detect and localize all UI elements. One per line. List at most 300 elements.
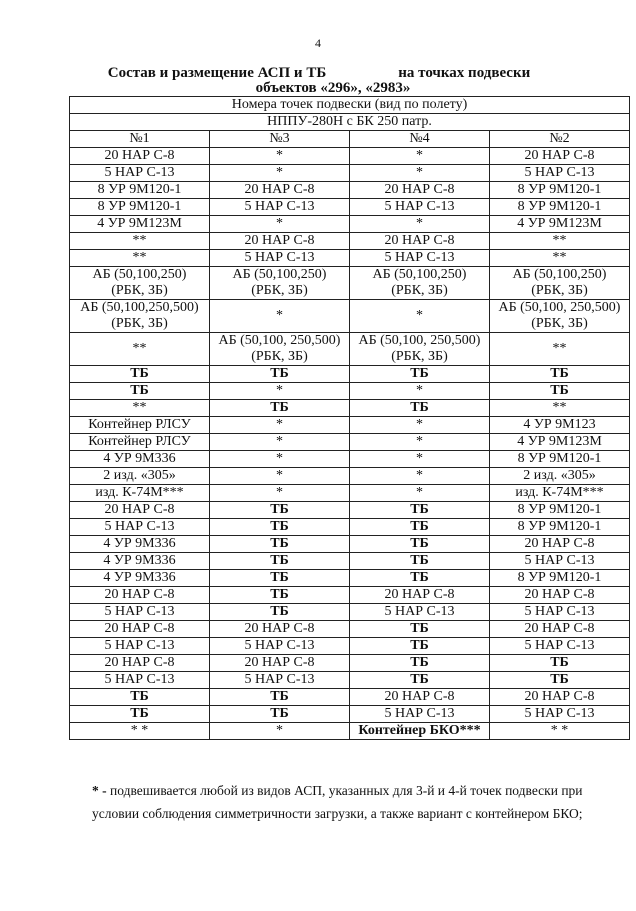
cell-line: 8 УР 9М120-1 xyxy=(517,451,602,466)
table-cell xyxy=(350,417,490,434)
table-header-sub: НППУ-280Н с БК 250 патр. xyxy=(70,114,630,131)
table-cell xyxy=(490,165,630,182)
table-cell xyxy=(210,485,350,502)
cell-line: * xyxy=(416,148,423,163)
table-cell xyxy=(490,333,630,366)
cell-line: 20 НАР С-8 xyxy=(524,621,595,636)
cell-line: 20 НАР С-8 xyxy=(524,689,595,704)
table-row xyxy=(70,216,630,233)
table-cell xyxy=(70,451,210,468)
cell-line: ТБ xyxy=(270,502,289,517)
cell-line: 20 НАР С-8 xyxy=(104,621,175,636)
cell-line: ТБ xyxy=(270,689,289,704)
cell-line: (РБК, ЗБ) xyxy=(391,349,448,364)
cell-line: 20 НАР С-8 xyxy=(244,621,315,636)
cell-line: 20 НАР С-8 xyxy=(384,689,455,704)
cell-line: 5 НАР С-13 xyxy=(524,706,595,721)
cell-line: изд. К-74М*** xyxy=(515,485,604,500)
cell-line: 20 НАР С-8 xyxy=(244,655,315,670)
cell-line: 5 НАР С-13 xyxy=(384,199,455,214)
table-cell xyxy=(490,502,630,519)
cell-line: 8 УР 9М120-1 xyxy=(517,199,602,214)
table-header-main: Номера точек подвески (вид по полету) xyxy=(70,97,630,114)
table-row xyxy=(70,502,630,519)
table-cell xyxy=(70,267,210,300)
table-row xyxy=(70,366,630,383)
table-cell xyxy=(490,468,630,485)
cell-line: 5 НАР С-13 xyxy=(244,250,315,265)
column-header: №3 xyxy=(210,131,350,148)
cell-line: ТБ xyxy=(270,570,289,585)
table-body xyxy=(70,148,630,740)
cell-line: ** xyxy=(552,400,567,415)
cell-line: ТБ xyxy=(130,383,149,398)
cell-line: 8 УР 9М120-1 xyxy=(97,182,182,197)
cell-line: 8 УР 9М120-1 xyxy=(517,182,602,197)
table-row xyxy=(70,706,630,723)
table-cell xyxy=(350,655,490,672)
table-cell xyxy=(210,536,350,553)
cell-line: ** xyxy=(132,400,147,415)
cell-line: ТБ xyxy=(410,655,429,670)
table-cell xyxy=(350,689,490,706)
cell-line: ТБ xyxy=(270,604,289,619)
table-cell xyxy=(210,655,350,672)
cell-line: ТБ xyxy=(410,672,429,687)
table-cell xyxy=(210,621,350,638)
cell-line: 8 УР 9М120-1 xyxy=(517,519,602,534)
cell-line: 4 УР 9М336 xyxy=(103,451,176,466)
cell-line: ТБ xyxy=(130,366,149,381)
cell-line: 5 НАР С-13 xyxy=(384,250,455,265)
table-cell xyxy=(490,400,630,417)
table-cell xyxy=(350,333,490,366)
table-cell xyxy=(490,570,630,587)
table-cell xyxy=(210,502,350,519)
table-cell xyxy=(350,587,490,604)
table-cell xyxy=(70,689,210,706)
table-cell xyxy=(350,199,490,216)
cell-line: ТБ xyxy=(410,400,429,415)
cell-line: ТБ xyxy=(410,536,429,551)
cell-line: 20 НАР С-8 xyxy=(384,233,455,248)
cell-line: (РБК, ЗБ) xyxy=(531,283,588,298)
cell-line: * xyxy=(416,468,423,483)
table-cell xyxy=(350,502,490,519)
table-cell xyxy=(210,638,350,655)
table-cell xyxy=(490,434,630,451)
table-cell xyxy=(350,485,490,502)
cell-line: АБ (50,100,250) xyxy=(372,267,467,282)
table-cell xyxy=(490,621,630,638)
table-row xyxy=(70,723,630,740)
table-row xyxy=(70,400,630,417)
table-row xyxy=(70,199,630,216)
table-cell xyxy=(350,165,490,182)
cell-line: 20 НАР С-8 xyxy=(524,148,595,163)
table-cell xyxy=(490,689,630,706)
table-row xyxy=(70,672,630,689)
cell-line: 5 НАР С-13 xyxy=(104,638,175,653)
cell-line: 20 НАР С-8 xyxy=(524,536,595,551)
cell-line: ** xyxy=(132,250,147,265)
cell-line: ТБ xyxy=(410,621,429,636)
table-cell xyxy=(210,689,350,706)
table-cell xyxy=(490,366,630,383)
table-cell xyxy=(490,216,630,233)
table-cell xyxy=(70,417,210,434)
table-row xyxy=(70,621,630,638)
table-cell xyxy=(210,333,350,366)
cell-line: ТБ xyxy=(550,655,569,670)
column-header: №1 xyxy=(70,131,210,148)
table-cell xyxy=(210,570,350,587)
table-cell xyxy=(210,468,350,485)
table-cell xyxy=(490,723,630,740)
table-cell xyxy=(490,485,630,502)
cell-line: АБ (50,100, 250,500) xyxy=(358,333,481,348)
cell-line: (РБК, ЗБ) xyxy=(251,349,308,364)
table-cell xyxy=(210,383,350,400)
table-cell xyxy=(70,468,210,485)
table-cell xyxy=(70,400,210,417)
cell-line: (РБК, ЗБ) xyxy=(391,283,448,298)
table-cell xyxy=(350,250,490,267)
table-cell xyxy=(350,267,490,300)
cell-line: * xyxy=(276,148,283,163)
table-row xyxy=(70,148,630,165)
cell-line: (РБК, ЗБ) xyxy=(251,283,308,298)
cell-line: 5 НАР С-13 xyxy=(384,706,455,721)
table-row xyxy=(70,468,630,485)
cell-line: АБ (50,100, 250,500) xyxy=(218,333,341,348)
table-cell xyxy=(490,300,630,333)
cell-line: 20 НАР С-8 xyxy=(524,587,595,602)
table-cell xyxy=(350,148,490,165)
cell-line: * xyxy=(276,165,283,180)
cell-line: ** xyxy=(132,341,147,356)
cell-line: ТБ xyxy=(410,553,429,568)
cell-line: 2 изд. «305» xyxy=(103,468,176,483)
cell-line: 5 НАР С-13 xyxy=(524,553,595,568)
table-cell xyxy=(70,300,210,333)
cell-line: 5 НАР С-13 xyxy=(244,638,315,653)
table-row xyxy=(70,300,630,333)
table-subheader-row xyxy=(70,114,630,131)
table-cell xyxy=(210,233,350,250)
table-cell xyxy=(210,434,350,451)
cell-line: ** xyxy=(552,341,567,356)
table-cell xyxy=(210,400,350,417)
cell-line: 4 УР 9М123М xyxy=(517,216,602,231)
table-row xyxy=(70,451,630,468)
table-row xyxy=(70,570,630,587)
table-cell xyxy=(490,383,630,400)
footnote xyxy=(92,779,612,825)
cell-line: 20 НАР С-8 xyxy=(384,182,455,197)
table-cell xyxy=(70,366,210,383)
table-row xyxy=(70,333,630,366)
table-row xyxy=(70,587,630,604)
table-cell xyxy=(350,519,490,536)
cell-line: ТБ xyxy=(270,587,289,602)
table-cell xyxy=(70,655,210,672)
table-row xyxy=(70,519,630,536)
cell-line: * xyxy=(276,451,283,466)
table-row xyxy=(70,165,630,182)
table-cell xyxy=(350,383,490,400)
column-header: №2 xyxy=(490,131,630,148)
table-cell xyxy=(210,553,350,570)
table-cell xyxy=(70,587,210,604)
cell-line: ТБ xyxy=(550,366,569,381)
cell-line: 4 УР 9М123М xyxy=(517,434,602,449)
cell-line: 20 НАР С-8 xyxy=(244,182,315,197)
cell-line: (РБК, ЗБ) xyxy=(531,316,588,331)
table-cell xyxy=(490,199,630,216)
table-cell xyxy=(350,638,490,655)
table-cell xyxy=(210,267,350,300)
table-cell xyxy=(490,672,630,689)
table-row xyxy=(70,553,630,570)
cell-line: * xyxy=(416,451,423,466)
table-row xyxy=(70,689,630,706)
table-row xyxy=(70,383,630,400)
table-cell xyxy=(210,300,350,333)
cell-line: * xyxy=(276,417,283,432)
cell-line: 5 НАР С-13 xyxy=(104,604,175,619)
table-cell xyxy=(210,519,350,536)
cell-line: АБ (50,100, 250,500) xyxy=(498,300,621,315)
column-header-row xyxy=(70,131,630,148)
cell-line: 20 НАР С-8 xyxy=(244,233,315,248)
cell-line: ТБ xyxy=(270,400,289,415)
cell-line: АБ (50,100,250) xyxy=(92,267,187,282)
cell-line: * xyxy=(276,723,283,738)
cell-line: 4 УР 9М123 xyxy=(523,417,596,432)
cell-line: АБ (50,100,250,500) xyxy=(80,300,199,315)
cell-line: 2 изд. «305» xyxy=(523,468,596,483)
table-cell xyxy=(210,417,350,434)
cell-line: ТБ xyxy=(270,553,289,568)
table-cell xyxy=(210,199,350,216)
table-cell xyxy=(350,672,490,689)
cell-line: * xyxy=(276,308,283,323)
cell-line: * xyxy=(416,485,423,500)
footnote-marker: * - xyxy=(92,783,107,798)
table-cell xyxy=(490,417,630,434)
table-cell xyxy=(350,434,490,451)
table-cell xyxy=(210,706,350,723)
page-number: 4 xyxy=(315,36,321,50)
cell-line: * * xyxy=(550,723,569,738)
table-cell xyxy=(70,182,210,199)
cell-line: ТБ xyxy=(130,706,149,721)
table-cell xyxy=(70,621,210,638)
table-cell xyxy=(350,604,490,621)
cell-line: 5 НАР С-13 xyxy=(104,165,175,180)
table-cell xyxy=(350,451,490,468)
cell-line: изд. К-74М*** xyxy=(95,485,184,500)
cell-line: ТБ xyxy=(270,366,289,381)
cell-line: 5 НАР С-13 xyxy=(104,519,175,534)
table-cell xyxy=(350,553,490,570)
cell-line: 5 НАР С-13 xyxy=(244,199,315,214)
cell-line: ТБ xyxy=(410,519,429,534)
table-cell xyxy=(210,723,350,740)
table-cell xyxy=(70,383,210,400)
table-row xyxy=(70,250,630,267)
table-cell xyxy=(490,148,630,165)
cell-line: * xyxy=(416,165,423,180)
table-cell xyxy=(350,216,490,233)
cell-line: ТБ xyxy=(410,638,429,653)
cell-line: * xyxy=(416,308,423,323)
table-cell xyxy=(210,451,350,468)
cell-line: 4 УР 9М123М xyxy=(97,216,182,231)
cell-line: * xyxy=(276,485,283,500)
cell-line: ТБ xyxy=(550,383,569,398)
cell-line: * xyxy=(416,434,423,449)
table-cell xyxy=(210,366,350,383)
cell-line: Контейнер РЛСУ xyxy=(88,434,191,449)
cell-line: * * xyxy=(130,723,149,738)
table-cell xyxy=(210,604,350,621)
column-header: №4 xyxy=(350,131,490,148)
table-row xyxy=(70,267,630,300)
table-cell xyxy=(490,706,630,723)
table-row xyxy=(70,182,630,199)
table-row xyxy=(70,638,630,655)
table-cell xyxy=(70,333,210,366)
cell-line: (РБК, ЗБ) xyxy=(111,283,168,298)
table-cell xyxy=(210,250,350,267)
table-cell xyxy=(70,434,210,451)
cell-line: 8 УР 9М120-1 xyxy=(517,502,602,517)
table-cell xyxy=(490,536,630,553)
table-cell xyxy=(70,536,210,553)
cell-line: Контейнер БКО*** xyxy=(358,723,481,738)
table-row xyxy=(70,233,630,250)
table-cell xyxy=(70,570,210,587)
table-cell xyxy=(490,250,630,267)
armament-table xyxy=(69,96,630,740)
table-cell xyxy=(70,723,210,740)
cell-line: * xyxy=(276,216,283,231)
cell-line: 5 НАР С-13 xyxy=(524,604,595,619)
cell-line: 5 НАР С-13 xyxy=(104,672,175,687)
table-row xyxy=(70,434,630,451)
table-cell xyxy=(490,182,630,199)
cell-line: АБ (50,100,250) xyxy=(232,267,327,282)
title-line-1 xyxy=(0,66,636,81)
cell-line: 5 НАР С-13 xyxy=(384,604,455,619)
cell-line: ТБ xyxy=(550,672,569,687)
table-cell xyxy=(70,199,210,216)
cell-line: ТБ xyxy=(270,536,289,551)
cell-line: (РБК, ЗБ) xyxy=(111,316,168,331)
cell-line: 4 УР 9М336 xyxy=(103,536,176,551)
cell-line: 20 НАР С-8 xyxy=(104,148,175,163)
cell-line: ** xyxy=(132,233,147,248)
cell-line: 8 УР 9М120-1 xyxy=(97,199,182,214)
table-row xyxy=(70,604,630,621)
table-header-row xyxy=(70,97,630,114)
table-cell xyxy=(210,148,350,165)
table-cell xyxy=(70,485,210,502)
table-cell xyxy=(350,366,490,383)
cell-line: ТБ xyxy=(410,502,429,517)
table-row xyxy=(70,417,630,434)
cell-line: АБ (50,100,250) xyxy=(512,267,607,282)
table-cell xyxy=(350,468,490,485)
cell-line: 20 НАР С-8 xyxy=(104,587,175,602)
cell-line: 20 НАР С-8 xyxy=(104,655,175,670)
document-title xyxy=(0,66,636,96)
cell-line: * xyxy=(416,417,423,432)
table-cell xyxy=(490,451,630,468)
table-cell xyxy=(350,706,490,723)
table-cell xyxy=(70,519,210,536)
cell-line: 20 НАР С-8 xyxy=(104,502,175,517)
cell-line: ** xyxy=(552,250,567,265)
cell-line: * xyxy=(276,383,283,398)
cell-line: 4 УР 9М336 xyxy=(103,553,176,568)
table-cell xyxy=(350,233,490,250)
table-cell xyxy=(70,638,210,655)
cell-line: * xyxy=(416,216,423,231)
table-cell xyxy=(350,182,490,199)
title-line-1-left: Состав и размещение АСП и ТБ xyxy=(107,65,327,81)
cell-line: 20 НАР С-8 xyxy=(384,587,455,602)
table-cell xyxy=(210,216,350,233)
cell-line: * xyxy=(276,434,283,449)
table-row xyxy=(70,536,630,553)
table-cell xyxy=(70,553,210,570)
table-cell xyxy=(210,672,350,689)
table-cell xyxy=(70,233,210,250)
table-cell xyxy=(490,519,630,536)
cell-line: 5 НАР С-13 xyxy=(524,638,595,653)
table-cell xyxy=(490,655,630,672)
table-cell xyxy=(350,536,490,553)
table-cell xyxy=(70,502,210,519)
cell-line: ТБ xyxy=(270,706,289,721)
table-cell xyxy=(210,182,350,199)
table-cell xyxy=(70,706,210,723)
table-cell xyxy=(210,587,350,604)
cell-line: * xyxy=(416,383,423,398)
table-cell xyxy=(350,723,490,740)
cell-line: Контейнер РЛСУ xyxy=(88,417,191,432)
cell-line: ТБ xyxy=(410,366,429,381)
cell-line: ТБ xyxy=(270,519,289,534)
cell-line: * xyxy=(276,468,283,483)
table-cell xyxy=(350,400,490,417)
footnote-text: подвешивается любой из видов АСП, указанных для 3-й и 4-й точек подвески при условии соблюдения симметричности загрузки, а также вариант с контейнером БКО; xyxy=(92,783,583,821)
table-cell xyxy=(70,165,210,182)
title-line-2: объектов «296», «2983» xyxy=(255,80,411,96)
table-cell xyxy=(350,570,490,587)
cell-line: ** xyxy=(552,233,567,248)
table-cell xyxy=(70,250,210,267)
table-cell xyxy=(490,638,630,655)
table-cell xyxy=(70,604,210,621)
table-cell xyxy=(490,587,630,604)
cell-line: 5 НАР С-13 xyxy=(524,165,595,180)
table-cell xyxy=(490,233,630,250)
title-line-1-right: на точках подвески xyxy=(398,65,531,81)
